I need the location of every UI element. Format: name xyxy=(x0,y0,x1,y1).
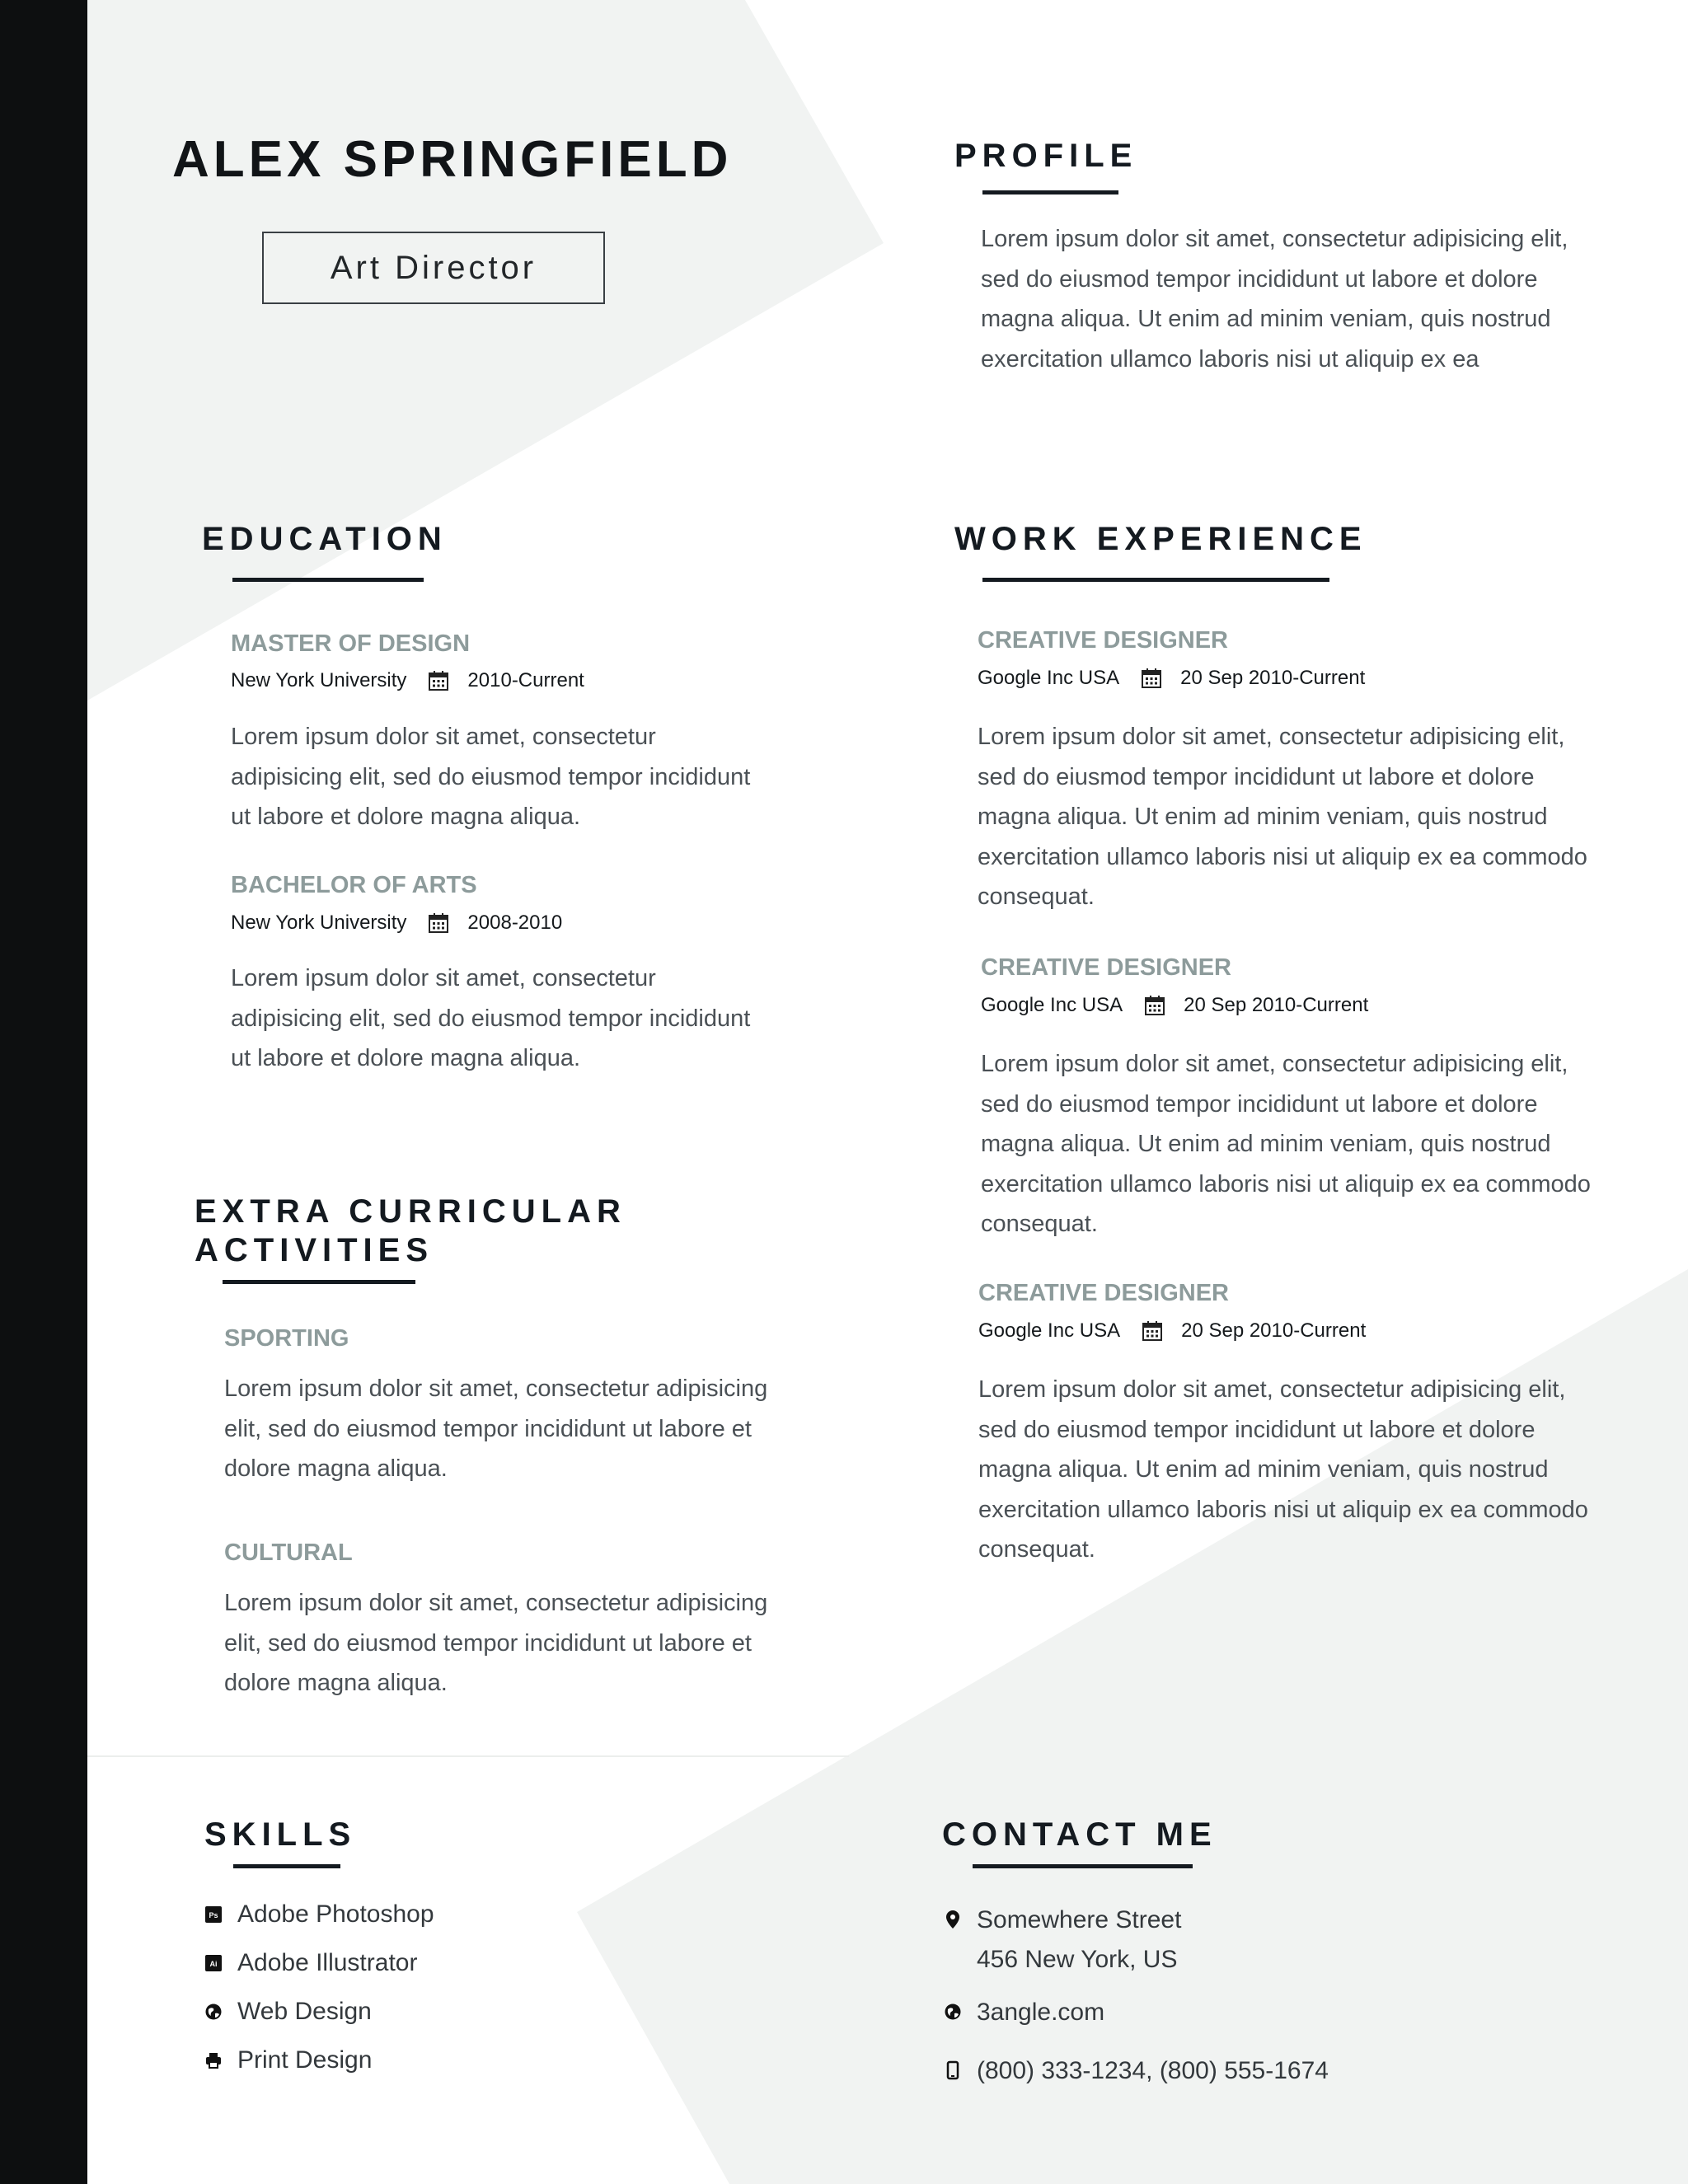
skill-label: Adobe Photoshop xyxy=(237,1900,434,1928)
work-text: Lorem ipsum dolor sit amet, consectetur adipisicing elit, sed do eiusmod tempor incididunt ut labore et dolore magna aliqua. Ut enim ad minim veniam, quis nostrud exercitation ullamco laboris nisi ut aliquip ex ea commodo consequat. xyxy=(978,1376,1588,1563)
work-meta xyxy=(978,1319,1366,1343)
work-dates: 20 Sep 2010-Current xyxy=(1180,667,1366,689)
photoshop-icon xyxy=(204,1905,223,1924)
calendar-icon xyxy=(1142,1320,1163,1342)
work-dates: 20 Sep 2010-Current xyxy=(1184,994,1369,1016)
activities-heading xyxy=(195,1193,626,1270)
work-text: Lorem ipsum dolor sit amet, consectetur adipisicing elit, sed do eiusmod tempor incididunt ut labore et dolore magna aliqua. Ut enim ad minim veniam, quis nostrud exercitation ullamco laboris nisi ut aliquip ex ea commodo consequat. xyxy=(981,1051,1591,1237)
skill-item xyxy=(204,2046,372,2074)
activity-title: SPORTING xyxy=(224,1325,349,1352)
calendar-icon xyxy=(428,670,449,691)
skill-item xyxy=(204,1900,434,1929)
skill-item xyxy=(204,1998,372,2026)
education-text: Lorem ipsum dolor sit amet, consectetur adipisicing elit, sed do eiusmod tempor incididunt ut labore et dolore magna aliqua. xyxy=(231,724,751,830)
activity-title: CULTURAL xyxy=(224,1540,353,1566)
address-line2: 456 New York, US xyxy=(977,1946,1178,1973)
website-link[interactable]: 3angle.com xyxy=(977,1999,1105,2026)
education-dates: 2008-2010 xyxy=(467,912,563,934)
education-school: New York University xyxy=(231,912,407,934)
profile-text: Lorem ipsum dolor sit amet, consectetur adipisicing elit, sed do eiusmod tempor incididunt ut labore et dolore magna aliqua. Ut enim ad minim veniam, quis nostrud exercitation ullamco laboris nisi ut aliquip ex ea xyxy=(981,226,1568,373)
activity-text: Lorem ipsum dolor sit amet, consectetur adipisicing elit, sed do eiusmod tempor incididunt ut labore et dolore magna aliqua. xyxy=(224,1376,768,1482)
skill-label: Print Design xyxy=(237,2046,373,2074)
illustrator-icon xyxy=(204,1954,223,1972)
contact-website xyxy=(944,1993,1104,2032)
contact-phone xyxy=(944,2051,1329,2091)
skill-label: Web Design xyxy=(237,1998,372,2025)
work-meta xyxy=(978,667,1365,690)
svg-text:Ps: Ps xyxy=(209,1911,218,1919)
candidate-name: ALEX SPRINGFIELD xyxy=(172,131,733,188)
globe-icon xyxy=(204,2003,223,2021)
svg-text:Ai: Ai xyxy=(209,1960,218,1968)
work-company: Google Inc USA xyxy=(978,667,1120,689)
contact-heading: CONTACT ME xyxy=(942,1816,1217,1853)
job-title: Art Director xyxy=(330,249,537,286)
work-company: Google Inc USA xyxy=(981,994,1123,1016)
education-dates: 2010-Current xyxy=(467,669,584,691)
education-meta xyxy=(231,669,584,692)
location-pin-icon xyxy=(944,1910,962,1929)
calendar-icon xyxy=(1141,668,1162,689)
education-degree: MASTER OF DESIGN xyxy=(231,630,471,657)
mobile-phone-icon xyxy=(944,2060,962,2080)
education-text: Lorem ipsum dolor sit amet, consectetur adipisicing elit, sed do eiusmod tempor incididunt ut labore et dolore magna aliqua. xyxy=(231,965,751,1071)
work-heading: WORK EXPERIENCE xyxy=(954,521,1367,557)
activities-heading-line1: EXTRA CURRICULAR xyxy=(195,1193,626,1230)
skills-rule xyxy=(233,1864,340,1868)
job-title-box xyxy=(262,232,605,304)
work-role: CREATIVE DESIGNER xyxy=(978,627,1229,654)
address-line1: Somewhere Street xyxy=(977,1906,1182,1933)
education-meta xyxy=(231,912,562,935)
globe-icon xyxy=(944,2002,962,2022)
work-meta xyxy=(981,994,1368,1017)
skills-heading: SKILLS xyxy=(204,1816,357,1853)
phone-numbers: (800) 333-1234, (800) 555-1674 xyxy=(977,2057,1329,2084)
skill-label: Adobe Illustrator xyxy=(237,1949,418,1976)
profile-rule xyxy=(982,190,1118,194)
work-role: CREATIVE DESIGNER xyxy=(978,1280,1230,1306)
education-degree: BACHELOR OF ARTS xyxy=(231,872,477,898)
skill-item xyxy=(204,1949,417,1977)
education-school: New York University xyxy=(231,669,407,691)
contact-rule xyxy=(973,1864,1193,1868)
education-rule xyxy=(232,578,424,582)
work-rule xyxy=(982,578,1329,582)
profile-heading: PROFILE xyxy=(954,138,1138,174)
education-heading: EDUCATION xyxy=(202,521,448,557)
activities-rule xyxy=(223,1280,415,1284)
work-dates: 20 Sep 2010-Current xyxy=(1181,1319,1367,1342)
work-text: Lorem ipsum dolor sit amet, consectetur adipisicing elit, sed do eiusmod tempor incididunt ut labore et dolore magna aliqua. Ut enim ad minim veniam, quis nostrud exercitation ullamco laboris nisi ut aliquip ex ea commodo consequat. xyxy=(978,724,1587,910)
printer-icon xyxy=(204,2051,223,2069)
calendar-icon xyxy=(1144,995,1165,1016)
work-company: Google Inc USA xyxy=(978,1319,1121,1342)
sidebar-bar xyxy=(0,0,87,2184)
calendar-icon xyxy=(428,912,449,934)
work-role: CREATIVE DESIGNER xyxy=(981,954,1232,981)
contact-address xyxy=(944,1900,1181,1980)
activity-text: Lorem ipsum dolor sit amet, consectetur adipisicing elit, sed do eiusmod tempor incididunt ut labore et dolore magna aliqua. xyxy=(224,1590,768,1696)
activities-heading-line2: ACTIVITIES xyxy=(195,1232,434,1268)
